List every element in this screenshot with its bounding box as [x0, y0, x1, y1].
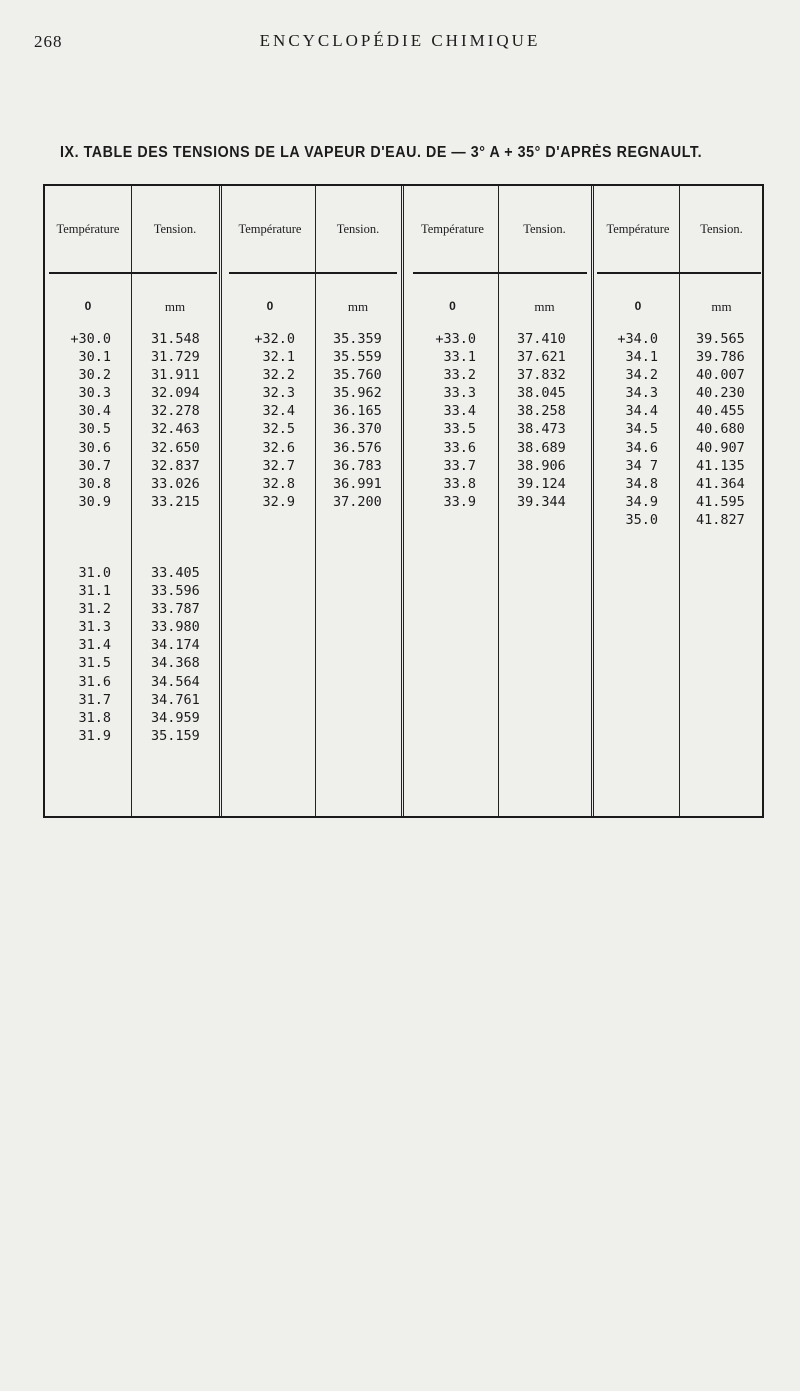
tension-value: 37.410 — [517, 331, 566, 347]
temperature-value: 33.3 — [443, 385, 476, 402]
temperature-value: 30.6 — [78, 439, 111, 456]
tension-value: 32.837 — [151, 457, 200, 474]
temperature-value: 34.1 — [625, 349, 658, 366]
column-divider — [315, 186, 316, 816]
tension-column — [151, 330, 200, 511]
table-title: IX. TABLE DES TENSIONS DE LA VAPEUR D'EAU. DE — 3° A + 35° D'APRÈS REGNAULT. — [60, 144, 703, 161]
running-title: ENCYCLOPÉDIE CHIMIQUE — [259, 31, 541, 50]
tension-value: 32.278 — [151, 403, 200, 420]
tension-value: 35.760 — [333, 367, 382, 384]
tension-value: 34.959 — [151, 709, 200, 726]
tension-value: 35.559 — [333, 349, 382, 366]
temperature-value: 33.4 — [443, 403, 476, 420]
temperature-value: 30.8 — [78, 475, 111, 492]
unit-tension: mm — [534, 299, 555, 314]
header-rule — [49, 272, 217, 274]
temperature-value: 31.4 — [78, 637, 111, 654]
temperature-value: 34 7 — [625, 457, 658, 474]
tension-value: 35.159 — [151, 727, 200, 744]
temperature-value: 31.7 — [78, 691, 111, 708]
header-temperature: Température — [238, 222, 302, 236]
tension-value: 40.230 — [696, 385, 745, 402]
temperature-value: 31.6 — [78, 673, 111, 690]
tension-value: 34.174 — [151, 637, 200, 654]
tension-column — [333, 330, 382, 511]
header-temperature: Température — [56, 222, 120, 236]
header-temperature: Température — [421, 222, 484, 236]
header-rule — [413, 272, 587, 274]
tension-value: 32.463 — [151, 421, 200, 438]
temperature-value: 32.4 — [262, 403, 295, 420]
temperature-value: 31.1 — [78, 583, 111, 600]
tension-value: 33.026 — [151, 475, 200, 492]
temperature-value: +34.0 — [617, 331, 658, 347]
temperature-value: 31.2 — [78, 601, 111, 618]
temperature-column — [617, 330, 658, 529]
group-divider — [401, 186, 404, 816]
temperature-value: 31.8 — [78, 709, 111, 726]
tension-value: 38.473 — [517, 421, 566, 438]
temperature-value: 33.8 — [443, 475, 476, 492]
tension-value: 36.991 — [333, 475, 382, 492]
tension-column — [696, 330, 745, 529]
unit-tension: mm — [711, 299, 732, 314]
tension-value: 32.650 — [151, 439, 200, 456]
tension-value: 31.548 — [151, 331, 200, 347]
tension-value: 36.370 — [333, 421, 382, 438]
tension-column — [517, 330, 566, 511]
tension-value: 40.907 — [696, 439, 745, 456]
temperature-value: 30.9 — [78, 493, 111, 510]
tension-value: 38.906 — [517, 457, 566, 474]
temperature-value: 31.5 — [78, 655, 111, 672]
temperature-value: 34.2 — [625, 367, 658, 384]
temperature-value: 31.0 — [78, 565, 111, 581]
temperature-value: 33.6 — [443, 439, 476, 456]
tension-value: 40.007 — [696, 367, 745, 384]
temperature-value: 32.7 — [262, 457, 295, 474]
tension-value: 41.135 — [696, 457, 745, 474]
tension-value: 38.258 — [517, 403, 566, 420]
tension-value: 39.124 — [517, 475, 566, 492]
unit-temperature: 0 — [266, 299, 274, 313]
unit-tension: mm — [164, 299, 186, 314]
tension-value: 31.729 — [151, 349, 200, 366]
tension-value: 40.455 — [696, 403, 745, 420]
temperature-value: 34.8 — [625, 475, 658, 492]
tension-value: 37.200 — [333, 493, 382, 510]
temperature-value: 31.9 — [78, 727, 111, 744]
header-rule — [229, 272, 397, 274]
tension-value: 37.832 — [517, 367, 566, 384]
tension-value: 41.827 — [696, 511, 745, 528]
unit-temperature: 0 — [84, 299, 92, 313]
temperature-value: 31.3 — [78, 619, 111, 636]
temperature-value: 34.9 — [625, 493, 658, 510]
tension-value: 39.565 — [696, 331, 745, 347]
unit-temperature: 0 — [449, 299, 456, 313]
tension-value: 35.962 — [333, 385, 382, 402]
temperature-value: 33.1 — [443, 349, 476, 366]
temperature-value: 32.5 — [262, 421, 295, 438]
temperature-value: 32.2 — [262, 367, 295, 384]
group-divider — [219, 186, 222, 816]
temperature-value: 33.7 — [443, 457, 476, 474]
column-divider — [679, 186, 680, 816]
temperature-value: 34.4 — [625, 403, 658, 420]
tension-value: 41.595 — [696, 493, 745, 510]
tension-value: 33.405 — [151, 565, 200, 581]
temperature-value: 33.2 — [443, 367, 476, 384]
header-tension: Tension. — [153, 222, 197, 236]
tension-value: 38.045 — [517, 385, 566, 402]
tension-value: 34.761 — [151, 691, 200, 708]
column-divider — [498, 186, 499, 816]
temperature-value: 34.6 — [625, 439, 658, 456]
tension-value: 33.787 — [151, 601, 200, 618]
tension-value: 33.215 — [151, 493, 200, 510]
temperature-value: 32.3 — [262, 385, 295, 402]
temperature-value: 33.5 — [443, 421, 476, 438]
header-tension: Tension. — [523, 222, 566, 236]
temperature-value: +32.0 — [254, 331, 295, 347]
header-rule — [597, 272, 761, 274]
tension-value: 33.596 — [151, 583, 200, 600]
temperature-value: 32.8 — [262, 475, 295, 492]
temperature-value: 32.6 — [262, 439, 295, 456]
group-divider — [591, 186, 594, 816]
temperature-value: 30.5 — [78, 421, 111, 438]
tension-value: 36.576 — [333, 439, 382, 456]
header-temperature: Température — [606, 222, 670, 236]
page-number: 268 — [34, 32, 63, 51]
tension-value: 31.911 — [151, 367, 200, 384]
temperature-column — [78, 564, 111, 745]
temperature-value: 30.7 — [78, 457, 111, 474]
temperature-value: 35.0 — [625, 511, 658, 528]
tension-value: 41.364 — [696, 475, 745, 492]
vapor-tension-table — [43, 184, 764, 818]
tension-value: 40.680 — [696, 421, 745, 438]
tension-value: 39.786 — [696, 349, 745, 366]
tension-value: 37.621 — [517, 349, 566, 366]
tension-value: 36.783 — [333, 457, 382, 474]
temperature-value: 30.3 — [78, 385, 111, 402]
temperature-value: 32.9 — [262, 493, 295, 510]
temperature-value: 30.1 — [78, 349, 111, 366]
temperature-column — [254, 330, 295, 511]
unit-tension: mm — [347, 299, 369, 314]
temperature-value: 30.4 — [78, 403, 111, 420]
temperature-column — [70, 330, 111, 511]
column-divider — [131, 186, 132, 816]
tension-value: 32.094 — [151, 385, 200, 402]
tension-value: 34.564 — [151, 673, 200, 690]
header-tension: Tension. — [700, 222, 743, 236]
tension-value: 34.368 — [151, 655, 200, 672]
temperature-value: 32.1 — [262, 349, 295, 366]
tension-value: 33.980 — [151, 619, 200, 636]
temperature-value: 34.3 — [625, 385, 658, 402]
tension-value: 39.344 — [517, 493, 566, 510]
temperature-value: 33.9 — [443, 493, 476, 510]
tension-value: 36.165 — [333, 403, 382, 420]
temperature-value: 30.2 — [78, 367, 111, 384]
temperature-column — [435, 330, 476, 511]
tension-value: 35.359 — [333, 331, 382, 347]
unit-temperature: 0 — [634, 299, 642, 313]
header-tension: Tension. — [336, 222, 380, 236]
temperature-value: +33.0 — [435, 331, 476, 347]
temperature-value: +30.0 — [70, 331, 111, 347]
temperature-value: 34.5 — [625, 421, 658, 438]
tension-column — [151, 564, 200, 745]
tension-value: 38.689 — [517, 439, 566, 456]
